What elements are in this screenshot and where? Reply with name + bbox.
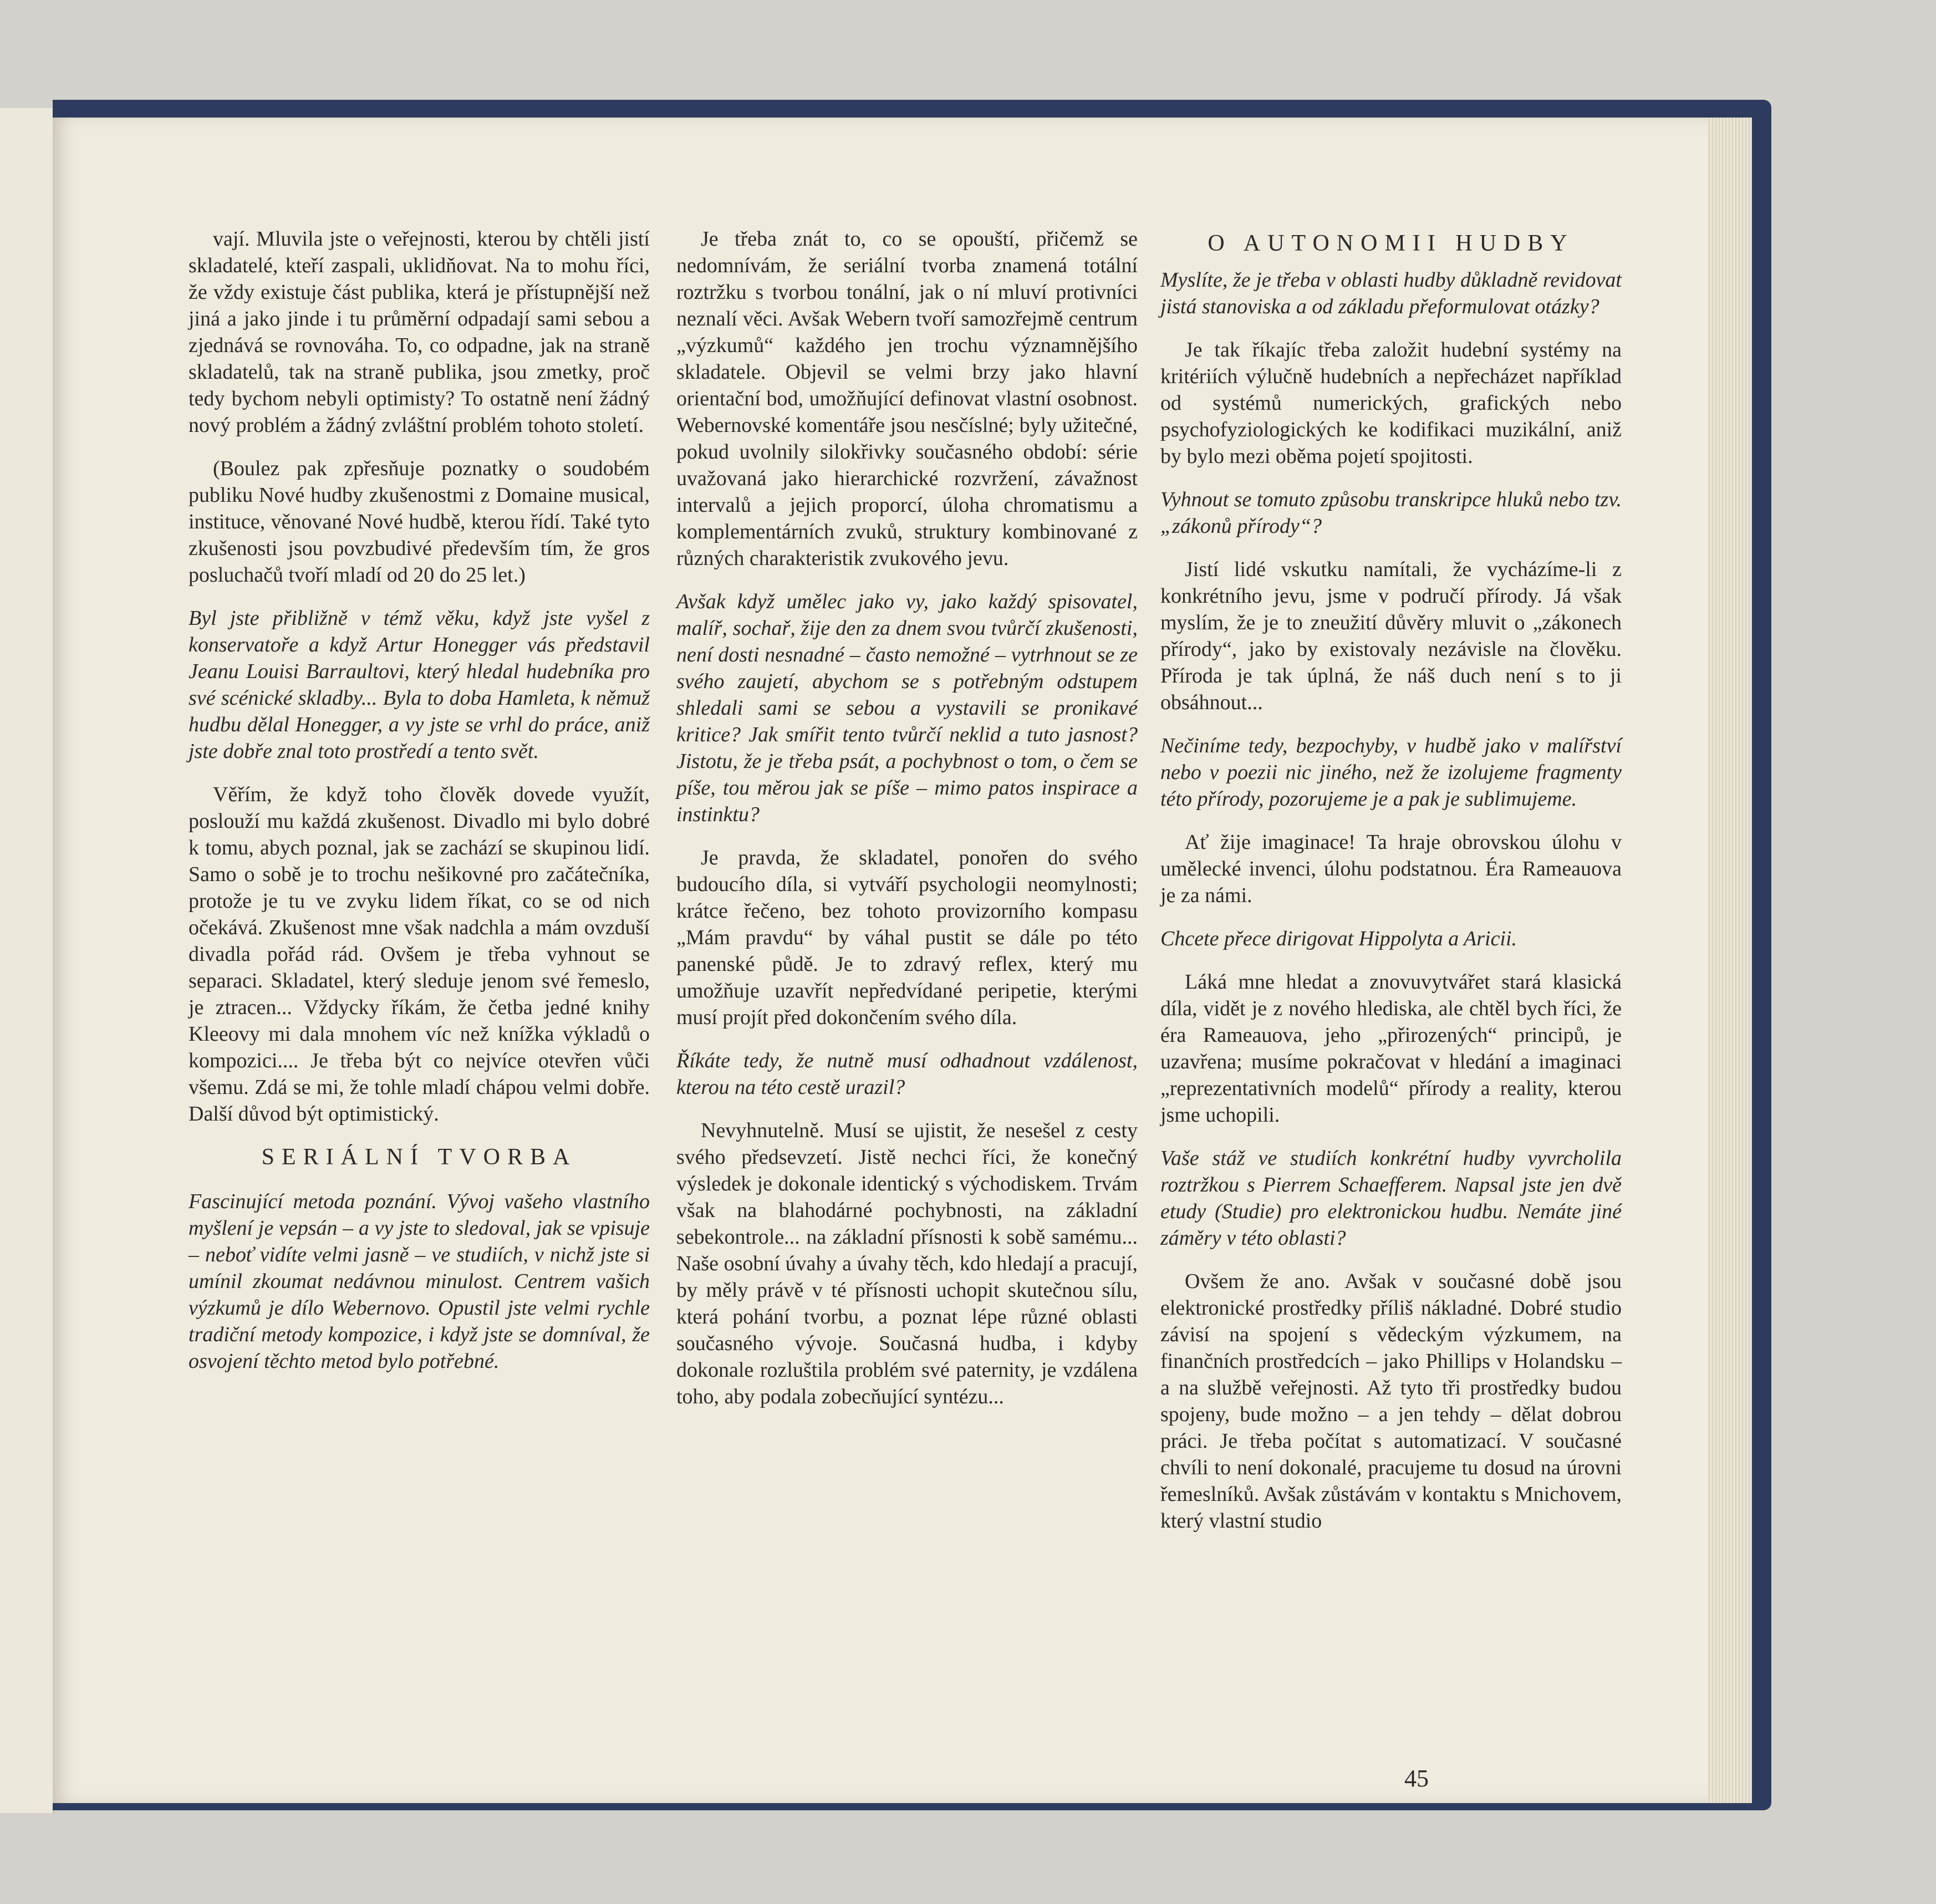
- paragraph: Je pravda, že skladatel, ponořen do svého budoucího díla, si vytváří psychologii neomylnosti; krátce řečeno, bez tohoto provizorního kompasu „Mám pravdu“ by váhal pustit se dále po této panenské půdě. Je to zdravý reflex, který mu umožňuje uzavřít nepředvídané peripetie, kterými musí projít před dokončením svého díla.: [676, 846, 1138, 1029]
- interview-question: Fascinující metoda poznání. Vývoj vašeho vlastního myšlení je vepsán – a vy jste to sledoval, jak se vpisuje – neboť vidíte velmi jasně – ve studiích, v nichž jste si umínil zkoumat nedávnou minulost. Centrem vašich výzkumů je dílo Webernovo. Opustil jste velmi rychle tradiční metody kompozice, i když jste se domníval, že osvojení těchto metod bylo potřebné.: [188, 1190, 650, 1373]
- book-page: [53, 118, 1708, 1803]
- text-column-3: [1160, 226, 1622, 1551]
- paragraph: Ať žije imaginace! Ta hraje obrovskou úlohu v umělecké invenci, úlohu podstatnou. Éra Rameauova je za námi.: [1160, 831, 1622, 907]
- interview-question: Vyhnout se tomuto způsobu transkripce hluků nebo tzv. „zákonů přírody“?: [1160, 488, 1622, 538]
- paragraph: Nevyhnutelně. Musí se ujistit, že nesešel z cesty svého předsevzetí. Jistě nechci říci, že konečný výsledek je dokonale identický s východiskem. Trvám však na blahodárné pochybnosti, na základní sebekontrole... na základní přísnosti k sobě samému... Naše osobní úvahy a úvahy těch, kdo hledají a pracují, by měly právě v té přísnosti uchopit skutečnou sílu, která pohání tvorbu, a poznat lépe různé oblasti současného vývoje. Současná hudba, i kdyby dokonale rozluštila problém své paternity, je vzdálena toho, aby podala zobecňující syntézu...: [676, 1119, 1138, 1408]
- interview-question: Myslíte, že je třeba v oblasti hudby důkladně revidovat jistá stanoviska a od základu přeformulovat otázky?: [1160, 268, 1622, 318]
- interview-question: Byl jste přibližně v témž věku, když jste vyšel z konservatoře a když Artur Honegger vás představil Jeanu Louisi Barraultovi, který hledal hudebníka pro své scénické skladby... Byla to doba Hamleta, k němuž hudbu dělal Honegger, a vy jste se vrhl do práce, aniž jste dobře znal toto prostředí a tento svět.: [188, 607, 650, 763]
- interview-question: Nečiníme tedy, bezpochyby, v hudbě jako v malířství nebo v poezii nic jiného, než že izolujeme fragmenty této přírody, pozorujeme je a pak je sublimujeme.: [1160, 734, 1622, 811]
- section-heading: O AUTONOMII HUDBY: [1208, 231, 1575, 256]
- interview-question: Chcete přece dirigovat Hippolyta a Aricii.: [1160, 927, 1517, 950]
- left-page-edge: [0, 108, 54, 1813]
- interview-question: Říkáte tedy, že nutně musí odhadnout vzdálenost, kterou na této cestě urazil?: [676, 1049, 1138, 1099]
- page-number: 45: [1404, 1765, 1429, 1792]
- paragraph: Je tak říkajíc třeba založit hudební systémy na kritériích výlučně hudebních a nepřecházet například od systémů numerických, grafických nebo psychofyziologických ke kodifikaci muzikální, aniž by bylo mezi oběma pojetí spojitosti.: [1160, 338, 1622, 468]
- text-column-1: [188, 226, 650, 1391]
- paragraph: vají. Mluvila jste o veřejnosti, kterou by chtěli jistí skladatelé, kteří zaspali, uklidňovat. Na to mohu říci, že vždy existuje část publika, která je přístupnější než jiná a jako jinde i tu průměrní odpadají sami sebou a zjednává se rovnováha. To, co odpadne, jak na straně skladatelů, tak na straně publika, jsou zmetky, proč tedy bychom nebyli optimisty? To ostatně není žádný nový problém a žádný zvláštní problém tohoto století.: [188, 227, 650, 437]
- paragraph: Věřím, že když toho člověk dovede využít, poslouží mu každá zkušenost. Divadlo mi bylo dobré k tomu, abych poznal, jak se zachází se skupinou lidí. Samo o sobě je to trochu nešikovné pro začátečníka, protože je tu ve zvyku lidem říkat, co se od nich očekává. Zkušenost mne však nadchla a mám ovzduší divadla pořád rád. Ovšem je třeba vyhnout se separaci. Skladatel, který sleduje jenom své řemeslo, je ztracen... Vždycky říkám, že četba jedné knihy Kleeovy mi dala mnohem víc než knížka výkladů o kompozici.... Je třeba být co nejvíce otevřen vůči všemu. Zdá se mi, že tohle mladí chápou velmi dobře. Další důvod být optimistický.: [188, 783, 650, 1126]
- paragraph: (Boulez pak zpřesňuje poznatky o soudobém publiku Nové hudby zkušenostmi z Domaine musical, instituce, věnované Nové hudbě, kterou řídí. Také tyto zkušenosti jsou povzbudivé především tím, že gros posluchačů tvoří mladí od 20 do 25 let.): [188, 457, 650, 587]
- paragraph: Ovšem že ano. Avšak v současné době jsou elektronické prostředky příliš nákladné. Dobré studio závisí na spojení s vědeckým výzkumem, na finančních prostředcích – jako Phillips v Holandsku – a na službě veřejnosti. Až tyto tři prostředky budou spojeny, bude možno – a jen tehdy – dělat dobrou práci. Je třeba počítat s automatizací. V současné chvíli to není dokonalé, pracujeme tu dosud na úrovni řemeslníků. Avšak zůstávám v kontaktu s Mnichovem, který vlastní studio: [1160, 1270, 1622, 1533]
- paragraph: Je třeba znát to, co se opouští, přičemž se nedomnívám, že seriální tvorba znamená totální roztržku s tvorbou tonální, jak o ní mluví protivníci neznalí věci. Avšak Webern tvoří samozřejmě centrum „výzkumů“ každého jen trochu významnějšího skladatele. Objevil se velmi brzy jako hlavní orientační bod, umožňující definovat vlastní osobnost. Webernovské komentáře jsou nesčíslné; byly užitečné, pokud uvolnily silokřivky současného období: série uvažovaná jako hierarchické rozvržení, závažnost intervalů a jejich proporcí, úloha chromatismu a komplementárních zvuků, struktury kombinované z různých charakteristik zvukového jevu.: [676, 227, 1138, 570]
- paragraph: Láká mne hledat a znovuvytvářet stará klasická díla, vidět je z nového hlediska, ale chtěl bych říci, že éra Rameauova, jeho „přirozených“ principů, je uzavřena; musíme pokračovat v hledání a imaginaci „reprezentativních modelů“ přírody a reality, kterou jsme uchopili.: [1160, 970, 1622, 1127]
- text-column-2: [676, 226, 1138, 1427]
- interview-question: Vaše stáž ve studiích konkrétní hudby vyvrcholila roztržkou s Pierrem Schaefferem. Napsal jste jen dvě etudy (Studie) pro elektronickou hudbu. Nemáte jiné záměry v této oblasti?: [1160, 1147, 1622, 1250]
- section-heading: SERIÁLNÍ TVORBA: [261, 1144, 577, 1170]
- interview-question: Avšak když umělec jako vy, jako každý spisovatel, malíř, sochař, žije den za dnem svou tvůrčí zkušenosti, není dosti nesnadné – často nemožné – vytrhnout se ze svého zaujetí, abychom se s potřebným odstupem shledali sami se sebou a vystavili se pronikavé kritice? Jak smířit tento tvůrčí neklid a tuto jasnost? Jistotu, že je třeba psát, a pochybnost o tom, o čem se píše, tou měrou jak se píše – mimo patos inspirace a instinktu?: [676, 590, 1138, 826]
- paragraph: Jistí lidé vskutku namítali, že vycházíme-li z konkrétního jevu, jsme v područí přírody. Já však myslím, že je to zneužití důvěry mluvit o „zákonech přírody“, jako by existovaly nezávisle na člověku. Příroda je tak úplná, že náš duch není s to ji obsáhnout...: [1160, 558, 1622, 714]
